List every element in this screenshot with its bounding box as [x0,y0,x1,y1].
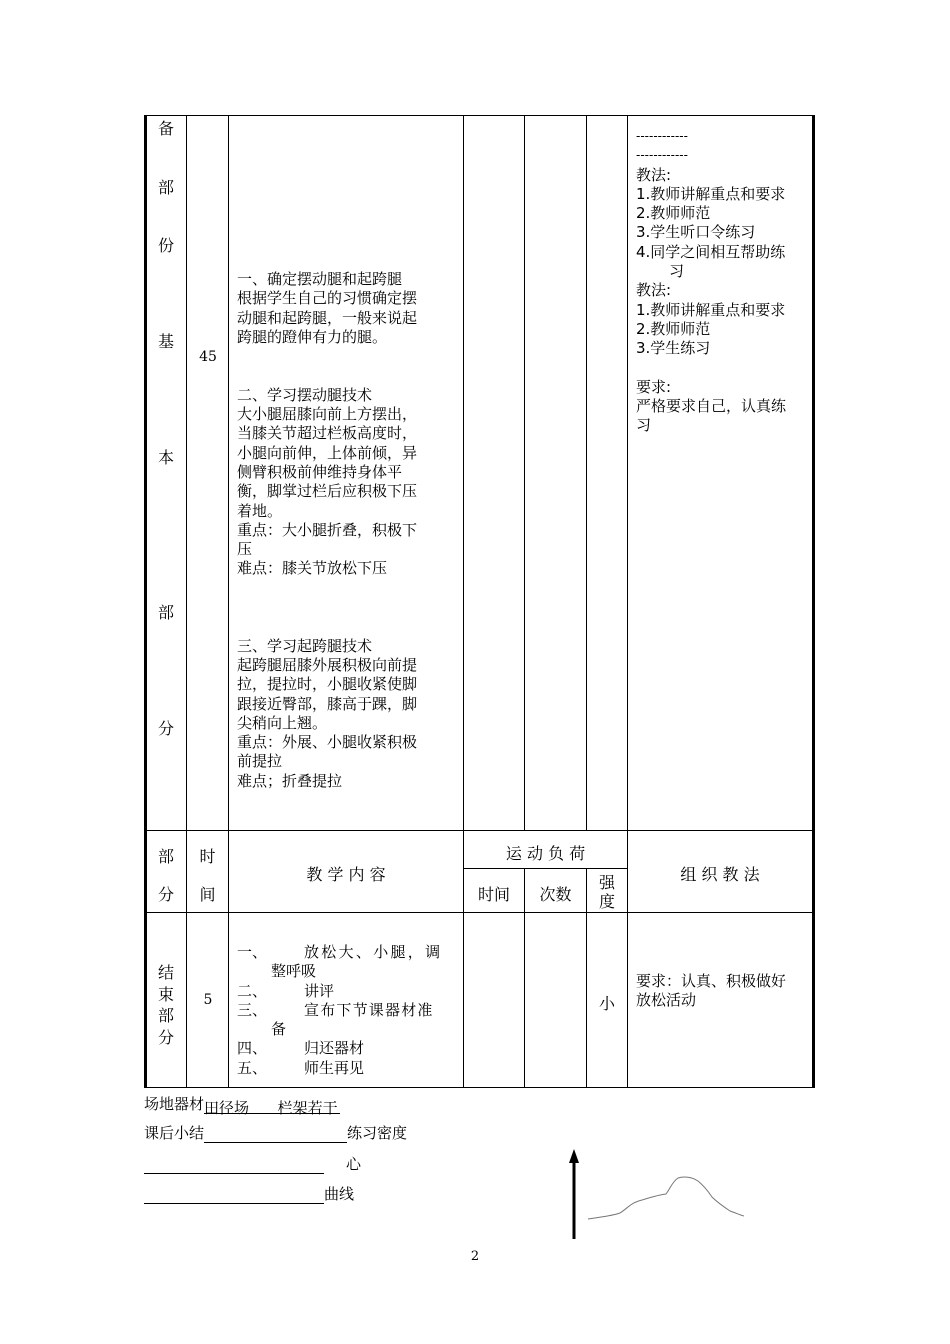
col-divider-time [228,115,229,1088]
col-divider-load-count [586,115,587,831]
teach1-item: 2.教师师范 [636,204,711,223]
table-top-border [146,115,814,116]
table-bottom-border [146,1087,814,1088]
axis-arrow-icon [569,1149,579,1163]
item1-line: 动腿和起跨腿，一般来说起 [237,308,418,327]
basic-label-char: 分 [157,719,174,738]
end-item: 二、 讲评 [237,981,335,1000]
teach1-item: 4.同学之间相互帮助练 [636,242,786,261]
item2-line: 难点：膝关节放松下压 [237,559,388,578]
teach2-item: 1.教师讲解重点和要求 [636,300,786,319]
header-time-char: 间 [199,885,216,904]
end-method-line: 放松活动 [636,991,697,1010]
end-item: 五、 师生再见 [237,1058,365,1077]
teach2-item: 2.教师师范 [636,319,711,338]
summary-row [144,1122,407,1143]
item2-line: 侧臂积极前伸维持身体平 [237,462,403,481]
item2-line: 小腿向前伸，上体前倾，异 [237,443,418,462]
curve-label: 曲线 [324,1185,355,1203]
venue-row [144,1093,340,1117]
end-label-char: 分 [157,1027,174,1047]
item2-line: 重点：大小腿折叠，积极下 [237,520,418,539]
req-title: 要求: [636,377,672,396]
basic-time: 45 [199,349,217,365]
heart-label: 心 [346,1155,362,1173]
end-label-char: 部 [157,1006,174,1025]
end-item: 三、 宣布下节课器材准 [237,1000,434,1019]
heart-row [144,1153,361,1174]
item3-title: 三、学习起跨腿技术 [237,636,373,655]
dash-line: ------------ [636,129,688,143]
col-divider-intensity [627,115,628,1088]
curve-blank [144,1187,324,1204]
header-method: 组 织 教 法 [680,865,760,884]
page-number: 2 [470,1249,480,1264]
end-time: 5 [203,992,213,1008]
end-method [636,972,808,1011]
teach2-item: 3.学生练习 [636,339,711,358]
venue-label: 场地器材 [144,1095,205,1113]
header-time-char: 时 [199,847,216,866]
venue-value: 田径场 栏架若干 [204,1099,338,1117]
prep-label-char: 部 [157,178,174,197]
header-part-char: 分 [157,885,174,904]
item1-title: 一、确定摆动腿和起跨腿 [237,270,403,288]
header-load: 运 动 负 荷 [505,844,586,863]
header-content: 教 学 内 容 [306,865,386,884]
basic-content [237,270,455,791]
end-content [237,943,455,1078]
item3-line: 难点；折叠提拉 [237,771,343,790]
basic-label-char: 部 [157,603,174,622]
prep-label-char: 备 [157,119,174,138]
summary-label: 课后小结 [144,1124,205,1142]
prep-label-char: 份 [157,236,174,255]
curve-row [144,1183,354,1204]
header-load-time: 时间 [477,885,510,904]
teach1-item: 1.教师讲解重点和要求 [636,184,786,203]
end-intensity: 小 [598,994,615,1013]
item3-line: 前提拉 [237,752,283,771]
heart-blank [144,1157,324,1174]
header-sub-border [463,868,627,869]
item3-line: 重点：外展、小腿收紧积极 [237,733,418,752]
end-method-line: 要求：认真、积极做好 [636,972,787,990]
end-item: 整呼吸 [271,962,317,981]
item3-line: 跟接近臀部，膝高于踝，脚 [237,694,418,713]
item2-line: 大小腿屈膝向前上方摆出， [237,405,418,424]
end-label-char: 结 [157,963,174,982]
item3-line: 拉，提拉时，小腿收紧使脚 [237,675,418,694]
header-intensity-char: 强 [598,873,615,892]
density-label: 练习密度 [347,1124,408,1142]
table-right-border [812,115,815,1088]
teach1-item: 3.学生听口令练习 [636,223,756,242]
summary-blank [204,1126,347,1143]
item1-line: 根据学生自己的习惯确定摆 [237,289,418,308]
heart-rate-curve [560,1145,760,1245]
req-line: 习 [636,416,652,435]
req-line: 严格要求自己，认真练 [636,397,787,416]
col-divider-load-time [524,115,525,831]
end-label-char: 束 [157,984,174,1004]
item2-line: 当膝关节超过栏板高度时， [237,424,418,443]
end-label [146,962,186,1048]
curve-path [588,1177,744,1219]
teach1-item: 习 [669,262,685,281]
teach1-title: 教法: [636,165,672,184]
item3-line: 起跨腿屈膝外展积极向前提 [237,655,418,674]
basic-method [636,127,808,436]
header-intensity [587,873,627,911]
basic-label-char: 本 [157,448,174,467]
item2-line: 压 [237,540,253,559]
item3-line: 尖稍向上翘。 [237,713,328,732]
basic-label-char: 基 [157,332,174,351]
header-load-count: 次数 [539,885,572,904]
end-item: 备 [271,1020,287,1039]
header-top-border [146,830,814,831]
col-divider-content [463,115,464,1088]
dash-line: ------------ [636,148,688,163]
item2-line: 着地。 [237,501,283,520]
end-item: 一、 放松大、小腿，调 [237,943,443,961]
header-part-char: 部 [157,847,174,866]
item2-line: 衡，脚掌过栏后应积极下压 [237,482,418,501]
item2-title: 二、学习摆动腿技术 [237,385,373,404]
teach2-title: 教法: [636,281,672,300]
item1-line: 跨腿的蹬伸有力的腿。 [237,327,388,346]
header-intensity-char: 度 [598,892,615,911]
end-item: 四、 归还器材 [237,1039,365,1058]
col-divider-part [186,115,187,1088]
header-bottom-border [146,912,814,913]
